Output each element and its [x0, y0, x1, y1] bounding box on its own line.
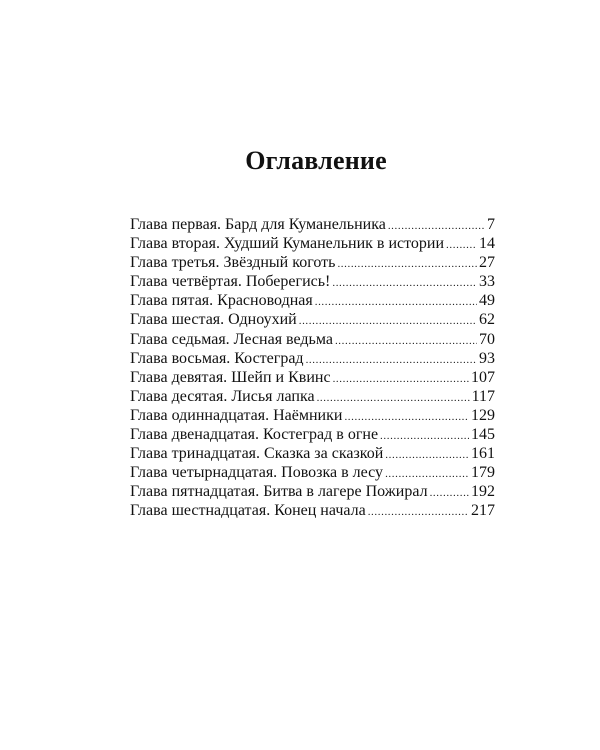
toc-entry-page: 33 [479, 273, 495, 291]
toc-entry-page: 161 [471, 445, 495, 463]
toc-entry[interactable] [130, 406, 495, 425]
toc-entry-page: 129 [471, 406, 495, 424]
toc-entry-title: Глава шестая. Одноухий [130, 311, 297, 329]
dot-leader [333, 370, 469, 389]
dot-leader [335, 332, 477, 351]
toc-entry-title: Глава восьмая. Костеград [130, 349, 304, 367]
dot-leader [337, 255, 477, 274]
toc-entry-page: 27 [479, 254, 495, 272]
toc-entry-title: Глава четырнадцатая. Повозка в лесу [130, 464, 384, 482]
toc-entry-title: Глава пятнадцатая. Битва в лагере Пожирал [130, 483, 428, 501]
toc-entry[interactable] [130, 425, 495, 444]
toc-entry-page: 62 [479, 311, 495, 329]
dot-leader [315, 293, 477, 312]
toc-entry-page: 179 [471, 464, 495, 482]
toc-entry[interactable] [130, 272, 495, 291]
toc-entry-page: 145 [471, 426, 495, 444]
toc-entry-title: Глава пятая. Красноводная [130, 292, 313, 310]
toc-entry[interactable] [130, 234, 495, 253]
toc-entry[interactable] [130, 253, 495, 272]
toc-entry[interactable] [130, 368, 495, 387]
toc-entry[interactable] [130, 291, 495, 310]
toc-entry-title: Глава первая. Бард для Куманельника [130, 216, 386, 233]
toc-entry-page: 7 [487, 216, 495, 233]
toc-entry-title: Глава десятая. Лисья лапка [130, 387, 315, 405]
toc-entry[interactable] [130, 349, 495, 368]
toc-entry-title: Глава шестнадцатая. Конец начала [130, 502, 366, 520]
table-of-contents [130, 215, 495, 521]
dot-leader [306, 351, 477, 370]
dot-leader [332, 274, 477, 293]
dot-leader [430, 484, 469, 503]
toc-entry-page: 93 [479, 349, 495, 367]
dot-leader [385, 446, 469, 465]
toc-entry-title: Глава четвёртая. Поберегись! [130, 273, 331, 291]
toc-entry-page: 70 [479, 330, 495, 348]
toc-entry-title: Глава седьмая. Лесная ведьма [130, 330, 333, 348]
toc-entry[interactable] [130, 482, 495, 501]
toc-entry-title: Глава одиннадцатая. Наёмники [130, 406, 343, 424]
toc-entry[interactable] [130, 444, 495, 463]
toc-entry-page: 192 [471, 483, 495, 501]
toc-entry-page: 14 [479, 235, 495, 253]
toc-entry[interactable] [130, 310, 495, 329]
toc-entry[interactable] [130, 501, 495, 520]
toc-entry-page: 107 [471, 368, 495, 386]
toc-entry-title: Глава третья. Звёздный коготь [130, 254, 336, 272]
toc-entry-page: 217 [471, 502, 495, 520]
toc-entry[interactable] [130, 463, 495, 482]
toc-entry-title: Глава тринадцатая. Сказка за сказкой [130, 445, 384, 463]
toc-entry-page: 49 [479, 292, 495, 310]
page-title: Оглавление [245, 146, 387, 175]
toc-entry[interactable] [130, 387, 495, 406]
toc-entry-page: 117 [471, 387, 495, 405]
toc-entry[interactable] [130, 330, 495, 349]
toc-entry[interactable] [130, 215, 495, 234]
toc-entry-title: Глава двенадцатая. Костеград в огне [130, 426, 379, 444]
dot-leader [446, 236, 477, 255]
toc-entry-title: Глава девятая. Шейп и Квинс [130, 368, 331, 386]
dot-leader [368, 503, 469, 522]
dot-leader [380, 427, 469, 446]
toc-entry-title: Глава вторая. Худший Куманельник в истории [130, 235, 445, 253]
